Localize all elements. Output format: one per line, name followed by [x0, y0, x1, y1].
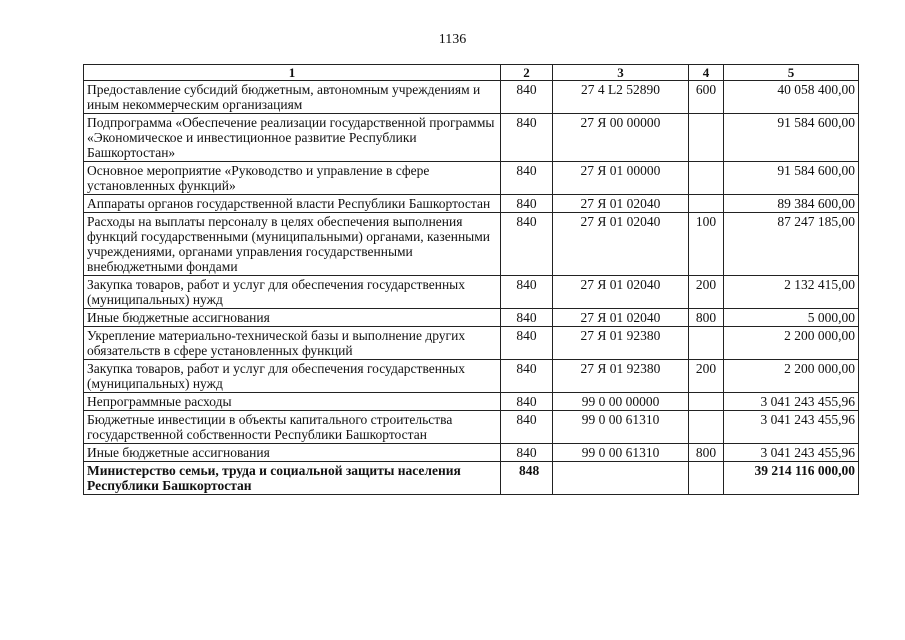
row-csr-cell: 27 Я 01 92380: [553, 327, 689, 360]
row-csr-cell: 27 Я 01 02040: [553, 195, 689, 213]
row-ved-cell: 848: [501, 462, 553, 495]
row-name-cell: Укрепление материально-технической базы и выполнение других обязательств в сфере установленных функций: [84, 327, 501, 360]
row-vr-cell: [689, 114, 724, 162]
row-vr-cell: [689, 393, 724, 411]
row-name-cell: Иные бюджетные ассигнования: [84, 309, 501, 327]
row-sum-cell: 87 247 185,00: [724, 213, 859, 276]
row-ved-cell: 840: [501, 444, 553, 462]
row-vr-cell: [689, 162, 724, 195]
row-name-cell: Основное мероприятие «Руководство и управление в сфере установленных функций»: [84, 162, 501, 195]
row-ved-cell: 840: [501, 327, 553, 360]
row-sum-cell: 39 214 116 000,00: [724, 462, 859, 495]
table-row: [84, 276, 859, 309]
table-row: [84, 360, 859, 393]
row-ved-cell: 840: [501, 114, 553, 162]
row-name-cell: Подпрограмма «Обеспечение реализации государственной программы «Экономическое и инвестиционное развитие Республики Башкортостан»: [84, 114, 501, 162]
table-row: [84, 309, 859, 327]
row-ved-cell: 840: [501, 411, 553, 444]
row-vr-cell: 600: [689, 81, 724, 114]
row-ved-cell: 840: [501, 213, 553, 276]
page-number: 1136: [438, 32, 467, 47]
row-csr-cell: 99 0 00 61310: [553, 411, 689, 444]
row-csr-cell: 27 Я 01 02040: [553, 213, 689, 276]
row-vr-cell: [689, 195, 724, 213]
table-row: [84, 411, 859, 444]
table-row: [84, 114, 859, 162]
row-csr-cell: 99 0 00 00000: [553, 393, 689, 411]
row-sum-cell: 5 000,00: [724, 309, 859, 327]
row-vr-cell: 200: [689, 360, 724, 393]
budget-table: [83, 64, 859, 495]
row-sum-cell: 2 200 000,00: [724, 360, 859, 393]
row-ved-cell: 840: [501, 162, 553, 195]
row-name-cell: Закупка товаров, работ и услуг для обеспечения государственных (муниципальных) нужд: [84, 360, 501, 393]
row-csr-cell: [553, 462, 689, 495]
row-sum-cell: 40 058 400,00: [724, 81, 859, 114]
row-csr-cell: 27 Я 00 00000: [553, 114, 689, 162]
header-col-3: 3: [553, 65, 689, 81]
row-ved-cell: 840: [501, 195, 553, 213]
header-col-4: 4: [689, 65, 724, 81]
row-name-cell: Расходы на выплаты персоналу в целях обеспечения выполнения функций государственными (муниципальными) органами, казенными учреждениями, органами управления государственными внебюджетными фондами: [84, 213, 501, 276]
row-ved-cell: 840: [501, 276, 553, 309]
table-row: [84, 162, 859, 195]
row-ved-cell: 840: [501, 309, 553, 327]
row-vr-cell: 800: [689, 309, 724, 327]
row-sum-cell: 3 041 243 455,96: [724, 393, 859, 411]
row-name-cell: Аппараты органов государственной власти Республики Башкортостан: [84, 195, 501, 213]
row-sum-cell: 3 041 243 455,96: [724, 444, 859, 462]
row-vr-cell: [689, 411, 724, 444]
table-body: [84, 81, 859, 495]
row-csr-cell: 27 Я 01 00000: [553, 162, 689, 195]
row-name-cell: Непрограммные расходы: [84, 393, 501, 411]
header-col-5: 5: [724, 65, 859, 81]
row-vr-cell: 200: [689, 276, 724, 309]
row-csr-cell: 27 Я 01 02040: [553, 276, 689, 309]
table-row: [84, 213, 859, 276]
row-sum-cell: 2 200 000,00: [724, 327, 859, 360]
row-sum-cell: 91 584 600,00: [724, 114, 859, 162]
row-name-cell: Министерство семьи, труда и социальной защиты населения Республики Башкортостан: [84, 462, 501, 495]
row-ved-cell: 840: [501, 81, 553, 114]
row-vr-cell: [689, 327, 724, 360]
row-ved-cell: 840: [501, 393, 553, 411]
header-col-2: 2: [501, 65, 553, 81]
row-name-cell: Бюджетные инвестиции в объекты капитального строительства государственной собственности Республики Башкортостан: [84, 411, 501, 444]
row-csr-cell: 99 0 00 61310: [553, 444, 689, 462]
table-row: [84, 393, 859, 411]
row-vr-cell: 800: [689, 444, 724, 462]
row-name-cell: Иные бюджетные ассигнования: [84, 444, 501, 462]
row-sum-cell: 3 041 243 455,96: [724, 411, 859, 444]
header-col-1: 1: [84, 65, 501, 81]
table-header-row: [84, 65, 859, 81]
row-csr-cell: 27 Я 01 02040: [553, 309, 689, 327]
table-row: [84, 327, 859, 360]
table-row: [84, 81, 859, 114]
row-sum-cell: 2 132 415,00: [724, 276, 859, 309]
table-row: [84, 195, 859, 213]
row-sum-cell: 89 384 600,00: [724, 195, 859, 213]
row-name-cell: Закупка товаров, работ и услуг для обеспечения государственных (муниципальных) нужд: [84, 276, 501, 309]
row-name-cell: Предоставление субсидий бюджетным, автономным учреждениям и иным некоммерческим организациям: [84, 81, 501, 114]
table-row: [84, 444, 859, 462]
row-sum-cell: 91 584 600,00: [724, 162, 859, 195]
table-row: [84, 462, 859, 495]
row-vr-cell: 100: [689, 213, 724, 276]
row-csr-cell: 27 4 L2 52890: [553, 81, 689, 114]
row-vr-cell: [689, 462, 724, 495]
row-csr-cell: 27 Я 01 92380: [553, 360, 689, 393]
row-ved-cell: 840: [501, 360, 553, 393]
